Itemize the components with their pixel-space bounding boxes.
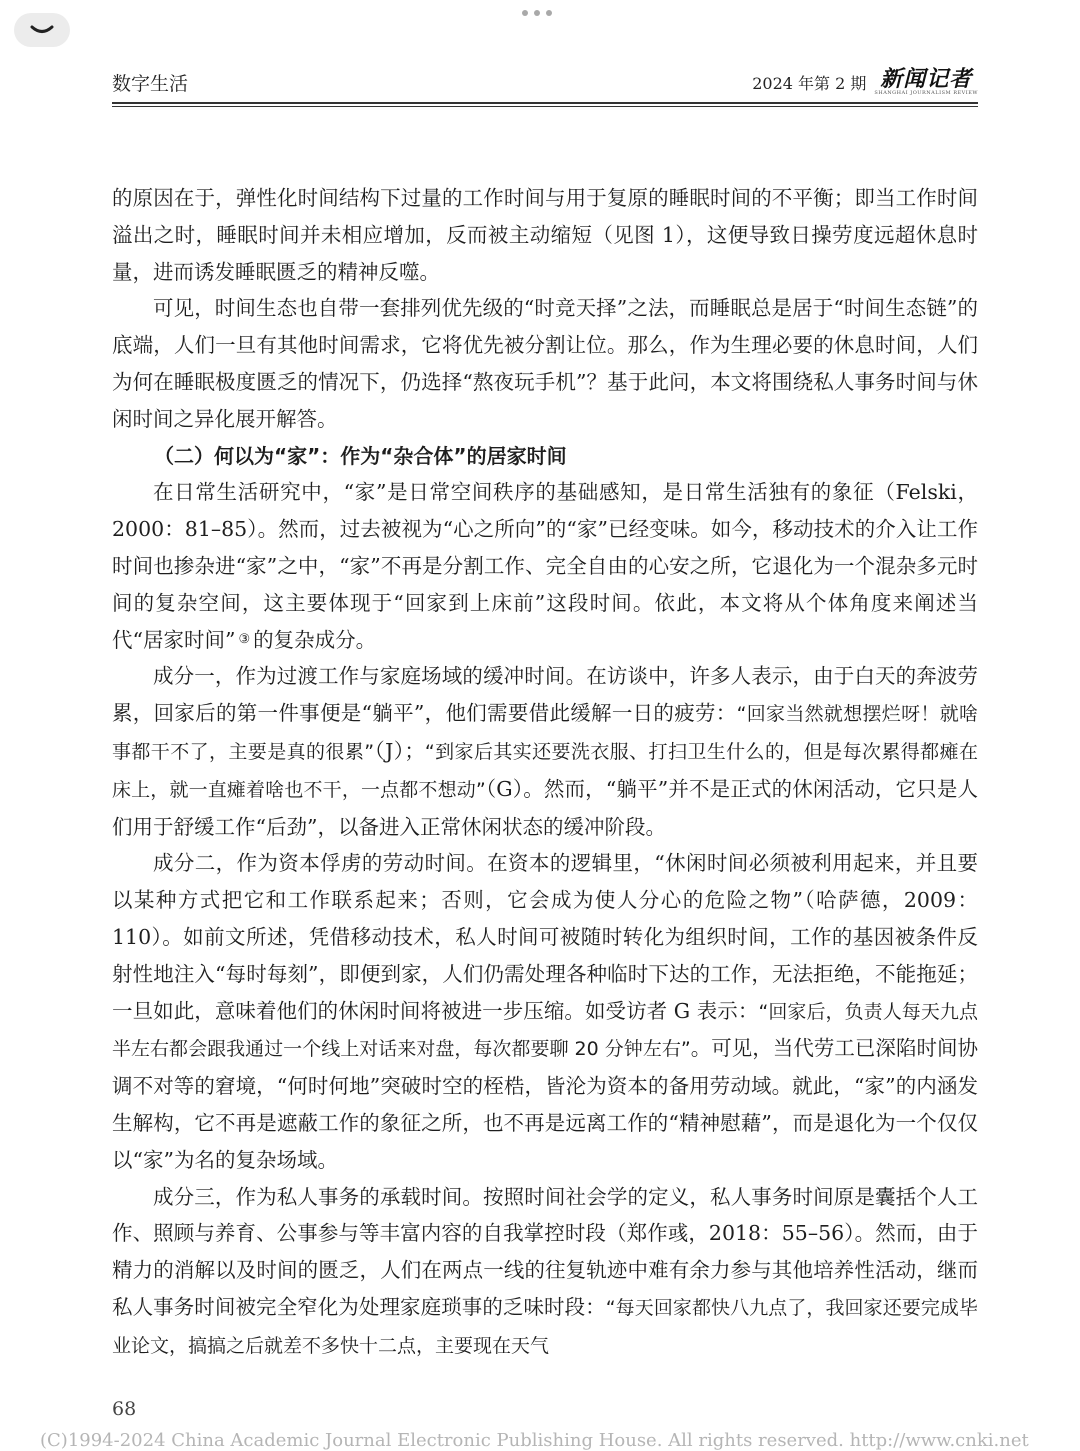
interview-quote: “回家后，负责人每天九点半左右都会跟我通过一个线上对话来对盘，每次都要聊 20 分钟左右” — [112, 1000, 978, 1061]
interview-quote: “到家后其实还要洗衣服、打扫卫生什么的，但是每次累得都瘫在床上，就一直瘫着啥也不干，一点都不想动” — [112, 740, 978, 801]
chevron-down-icon — [29, 23, 55, 37]
issue-label: 2024 年第 2 期 — [752, 73, 867, 93]
page-number: 68 — [112, 1398, 137, 1420]
header-divider — [112, 102, 978, 104]
journal-logo-subtitle: SHANGHAI JOURNALISM REVIEW — [874, 90, 978, 96]
interview-quote: “回家当然就想摆烂呀！就啥事都干不了，主要是真的很累” — [112, 703, 978, 763]
paragraph: 可见，时间生态也自带一套排列优先级的“时竞天择”之法，而睡眠总是居于“时间生态链”的底端，人们一旦有其他时间需求，它将优先被分割让位。那么，作为生理必要的休息时间，人们为何在睡眠极度匮乏的情况下，仍选择“熬夜玩手机”？基于此问，本文将围绕私人事务时间与休闲时间之异化展开解答。 — [112, 296, 978, 431]
section-title: 数字生活 — [112, 72, 189, 95]
section-heading: （二）何以为“家”：作为“杂合体”的居家时间 — [154, 443, 567, 468]
paragraph: 在日常生活研究中，“家”是日常空间秩序的基础感知，是日常生活独有的象征（Felski，2000：81–85）。然而，过去被视为“心之所向”的“家”已经变味。如今，移动技术的介入让工作时间也掺杂进“家”之中，“家”不再是分割工作、完全自由的心安之所，它退化为一个混杂多元时间的复杂空间，这主要体现于“回家到上床前”这段时间。依此，本文将从个体角度来阐述当代“居家时间” ③ 的复杂成分。 — [112, 480, 978, 652]
footnote-marker[interactable]: ③ — [238, 631, 251, 647]
paragraph: 成分二，作为资本俘虏的劳动时间。在资本的逻辑里，“休闲时间必须被利用起来，并且要以某种方式把它和工作联系起来；否则，它会成为使人分心的危险之物”（哈萨德，2009：110）。如前文所述，凭借移动技术，私人时间可被随时转化为组织时间，工作的基因被条件反射性地注入“每时每刻”，即便到家，人们仍需处理各种临时下达的工作，无法拒绝，不能拖延；一旦如此，意味着他们的休闲时间将被进一步压缩。如受访者 G 表示：“回家后，负责人每天九点半左右都会跟我通过一个线上对话来对盘，每次都要聊 20 分钟左右”。可见，当代劳工已深陷时间协调不对等的窘境，“何时何地”突破时空的桎梏，皆沦为资本的备用劳动域。就此，“家”的内涵发生解构，它不再是遮蔽工作的象征之所，也不再是远离工作的“精神慰藉”，而是退化为一个仅仅以“家”为名的复杂场域。 — [112, 851, 979, 1172]
collapse-button[interactable] — [14, 13, 70, 47]
paragraph: 成分三，作为私人事务的承载时间。按照时间社会学的定义，私人事务时间原是囊括个人工作、照顾与养育、公事参与等丰富内容的自我掌控时段（郑作彧，2018：55–56）。然而，由于精力的消解以及时间的匮乏，人们在两点一线的往复轨迹中难有余力参与其他培养性活动，继而私人事务时间被完全窄化为处理家庭琐事的乏味时段：“每天回家都快八九点了，我回家还要完成毕业论文，搞搞之后就差不多快十二点，主要现在天气 — [112, 1184, 978, 1357]
journal-logo-text: 新闻记者 — [880, 66, 973, 92]
more-options-icon[interactable] — [522, 10, 552, 16]
page-header — [112, 62, 978, 102]
paragraph: 成分一，作为过渡工作与家庭场域的缓冲时间。在访谈中，许多人表示，由于白天的奔波劳累，回家后的第一件事便是“躺平”，他们需要借此缓解一日的疲劳：“回家当然就想摆烂呀！就啥事都干不了，主要是真的很累”（J）；“到家后其实还要洗衣服、打扫卫生什么的，但是每次累得都瘫在床上，就一直瘫着啥也不干，一点都不想动”（G）。然而，“躺平”并不是正式的休闲活动，它只是人们用于舒缓工作“后劲”，以备进入正常休闲状态的缓冲阶段。 — [112, 664, 978, 839]
copyright-notice: (C)1994-2024 China Academic Journal Electronic Publishing House. All rights reserved. http://www.cnki.net — [40, 1430, 1029, 1451]
article-body — [112, 180, 978, 1365]
paragraph: 的原因在于，弹性化时间结构下过量的工作时间与用于复原的睡眠时间的不平衡；即当工作时间溢出之时，睡眠时间并未相应增加，反而被主动缩短（见图 1），这便导致日操劳度远超休息时量，进而诱发睡眠匮乏的精神反噬。 — [112, 186, 978, 284]
journal-logo — [874, 68, 978, 96]
header-divider-thin — [112, 106, 978, 107]
interview-quote: “每天回家都快八九点了，我回家还要完成毕业论文，搞搞之后就差不多快十二点，主要现在天气 — [112, 1296, 978, 1357]
